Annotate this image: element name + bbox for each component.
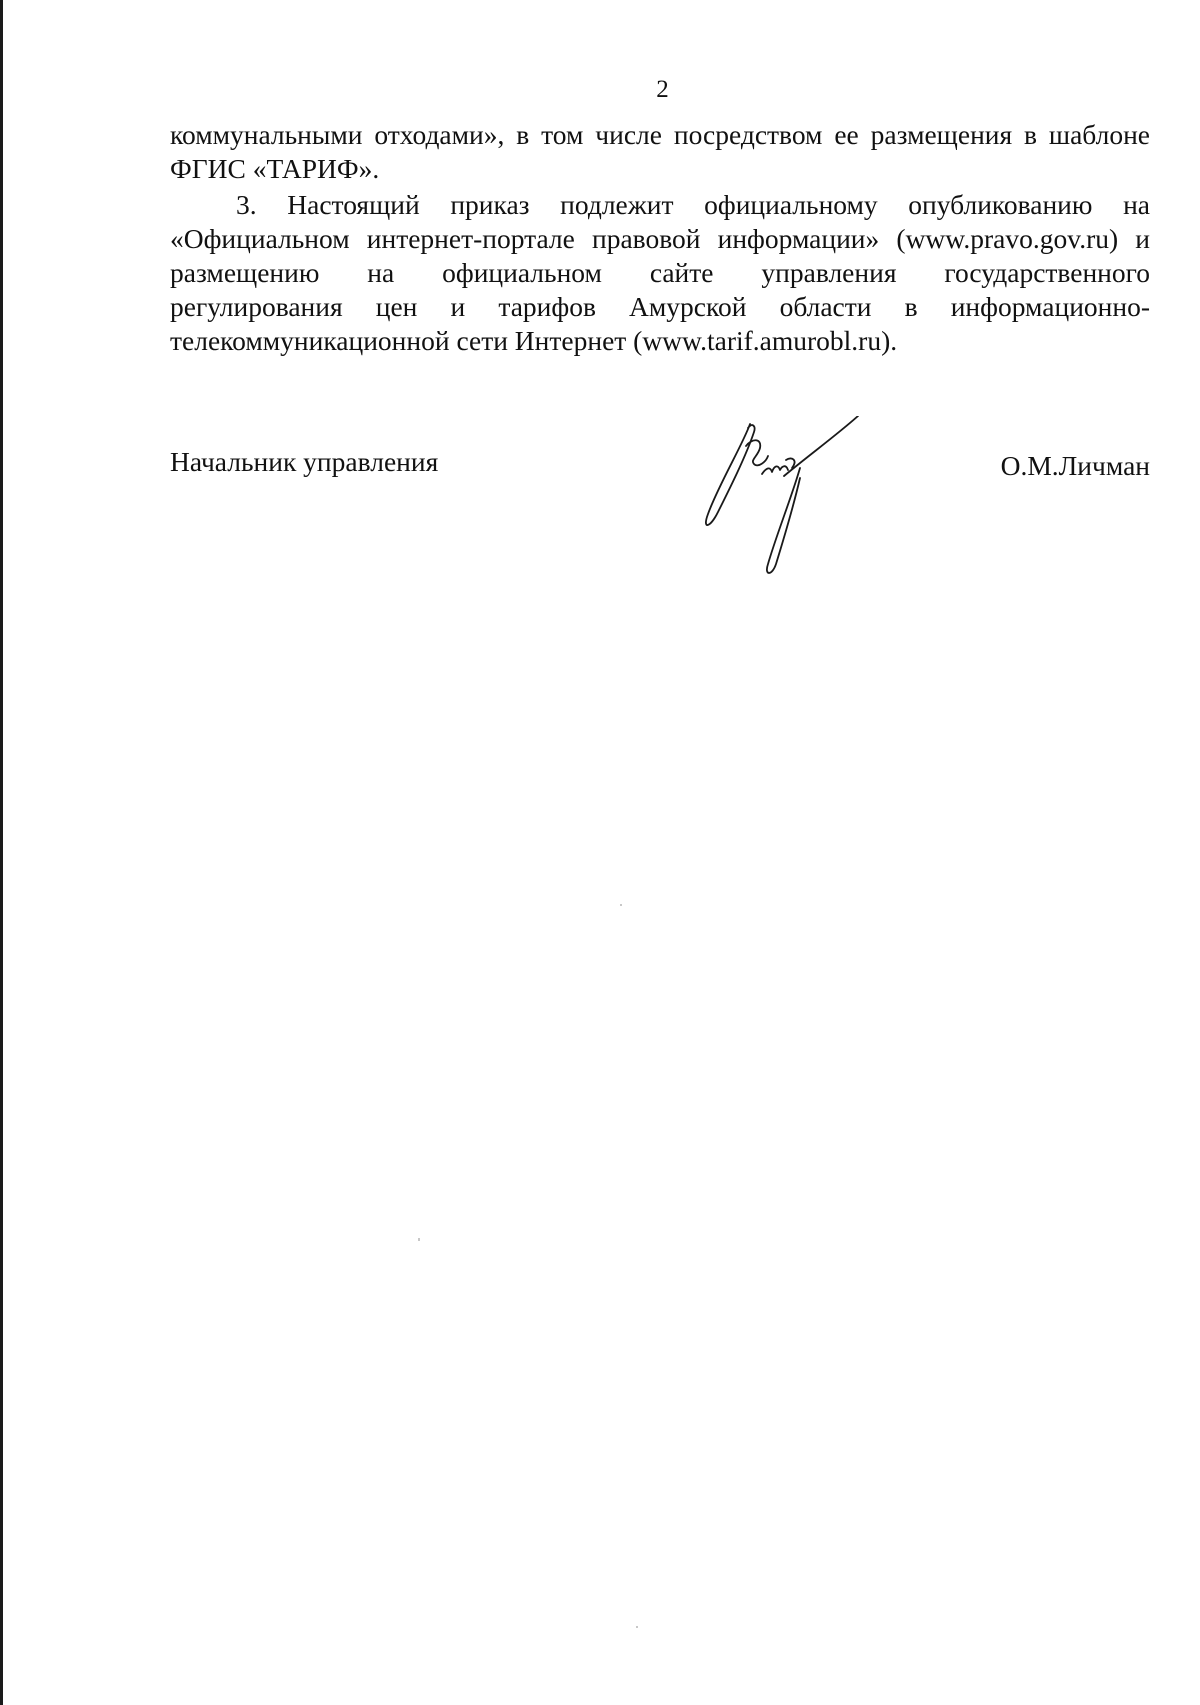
paragraph-continuation	[170, 118, 1150, 186]
text-line: ФГИС «ТАРИФ».	[170, 153, 380, 184]
signatory-name: О.М.Личман	[1000, 450, 1150, 481]
text-line: «Официальном интернет-портале правовой информации» (www.pravo.gov.ru) и	[170, 223, 1150, 254]
text-line: коммунальными отходами», в том числе посредством ее размещения в шаблоне	[170, 119, 1150, 150]
text-line: 3. Настоящий приказ подлежит официальному опубликованию на	[236, 189, 1150, 220]
paragraph-item-3	[170, 188, 1150, 358]
text-line: регулирования цен и тарифов Амурской области в информационно-	[170, 291, 1150, 322]
signatory-title: Начальник управления	[170, 446, 439, 477]
document-body	[170, 118, 1150, 358]
scan-speck	[620, 904, 622, 906]
text-line: размещению на официальном сайте управления государственного	[170, 257, 1150, 288]
scan-edge	[0, 0, 3, 1705]
text-line: телекоммуникационной сети Интернет (www.tarif.amurobl.ru).	[170, 325, 898, 356]
scan-speck	[636, 1626, 638, 1628]
page-number: 2	[656, 76, 669, 103]
scan-speck	[418, 1238, 420, 1241]
handwritten-signature	[688, 416, 888, 576]
signature-block	[170, 440, 1150, 580]
